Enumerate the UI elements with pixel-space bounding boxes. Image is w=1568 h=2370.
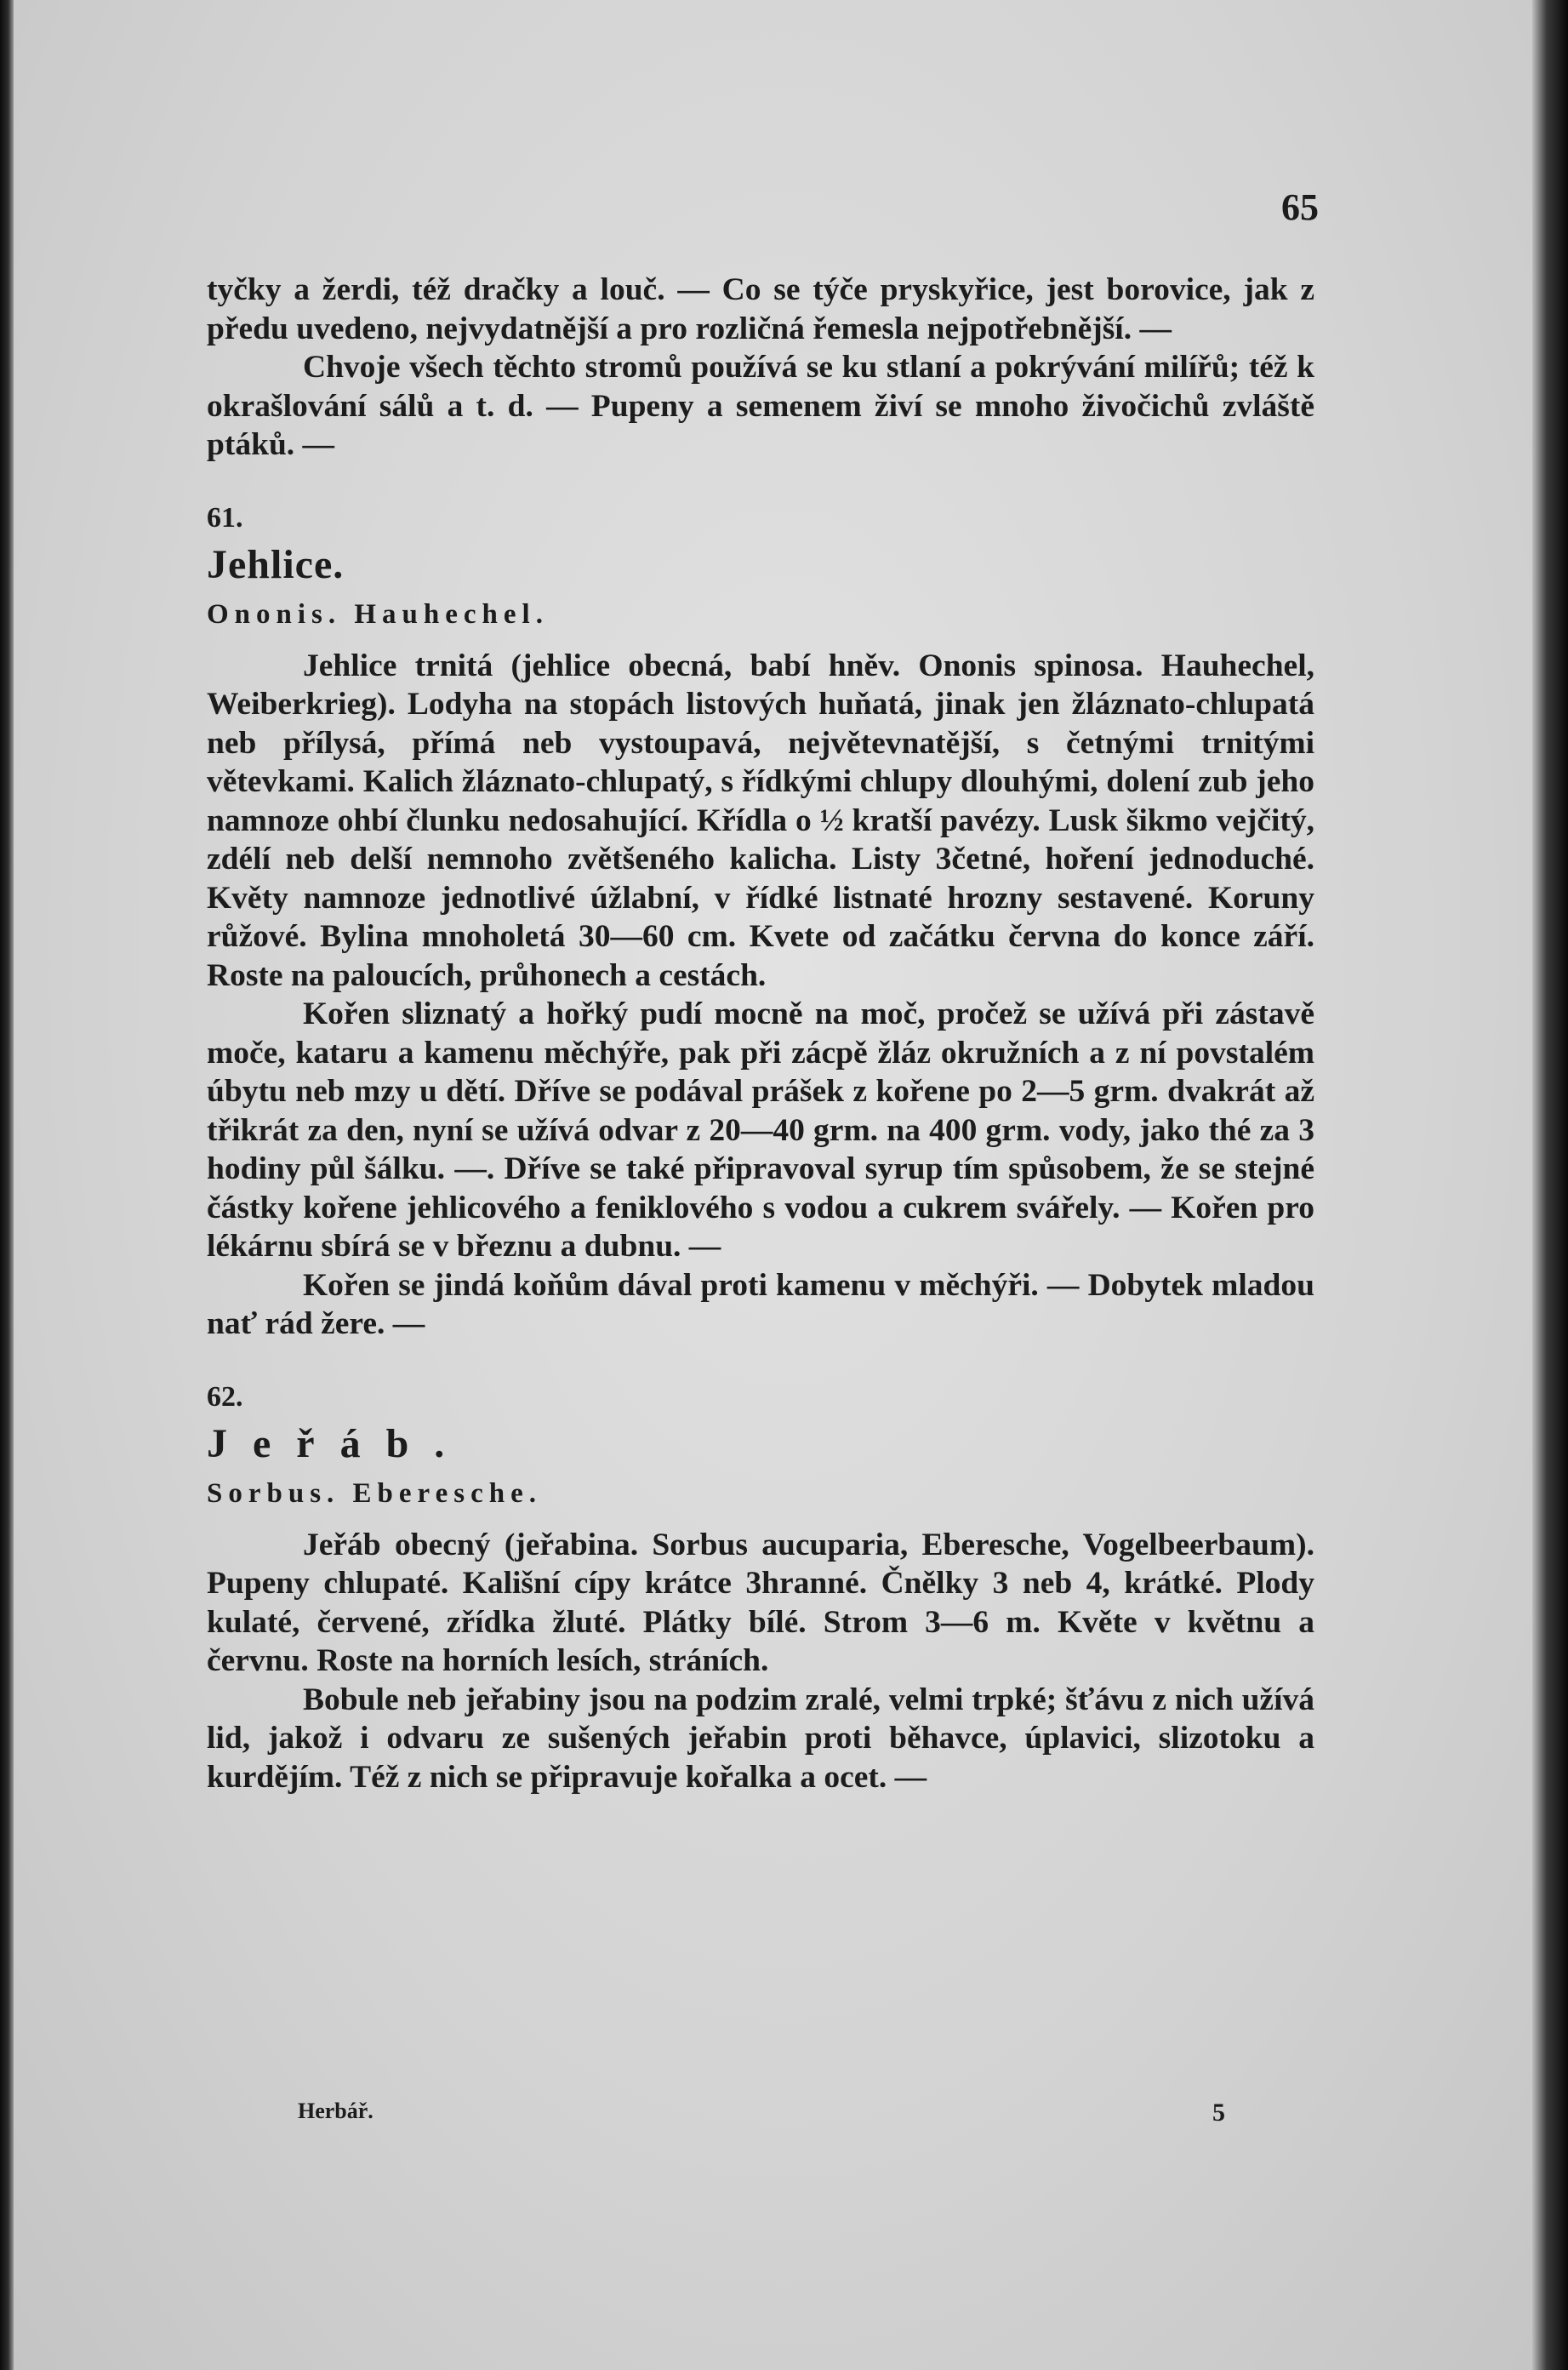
paragraph: Kořen se jindá koňům dával proti kamenu v měchýři. — Dobytek mladou nať rád žere. —: [207, 1267, 1314, 1341]
body-text: [207, 271, 1314, 1796]
footer-signature: Herbář.: [298, 2099, 373, 2123]
section-latin-name: Sorbus. Eberesche.: [207, 1477, 542, 1509]
scan-edge-left: [0, 0, 14, 2370]
section-title: Jeřáb.: [207, 1420, 470, 1466]
section-number: 61.: [207, 501, 243, 534]
section-heading-62: [207, 1378, 1314, 1516]
section-latin-name: Ononis. Hauhechel.: [207, 598, 549, 630]
paragraph: Bobule neb jeřabiny jsou na podzim zralé, velmi trpké; šťávu z nich užívá lid, jakož i odvaru ze sušených jeřabin proti běhavce, úplavici, slizotoku a kurdějím. Též z nich se připravuje kořalka a ocet. —: [207, 1682, 1314, 1795]
scan-edge-right: [1532, 0, 1568, 2370]
paragraph: tyčky a žerdi, též dračky a louč. — Co se týče pryskyřice, jest borovice, jak z předu uvedeno, nejvydatnější a pro rozličná řemesla nejpotřebnější. —: [207, 272, 1314, 346]
page-number: 65: [1281, 186, 1319, 228]
paragraph: Jeřáb obecný (jeřabina. Sorbus aucuparia, Eberesche, Vogelbeerbaum). Pupeny chlupaté. Kališní cípy krátce 3hranné. Čnělky 3 neb 4, krátké. Plody kulaté, červené, zřídka žluté. Plátky bílé. Strom 3—6 m. Květe v květnu a červnu. Roste na horních lesích, stráních.: [207, 1527, 1314, 1678]
footer-sheet-number: 5: [1212, 2099, 1225, 2127]
section-title: Jehlice.: [207, 541, 345, 587]
paragraph: Kořen sliznatý a hořký pudí mocně na moč, pročež se užívá při zástavě moče, kataru a kamenu měchýře, pak při zácpě žláz okružních a z ní povstalém úbytu neb mzy u dětí. Dříve se podával prášek z kořene po 2—5 grm. dvakrát až třikrát za den, nyní se užívá odvar z 20—40 grm. na 400 grm. vody, jako thé za 3 hodiny půl šálku. —. Dříve se také připravoval syrup tím spůsobem, že se stejné částky kořene jehlicového a feniklového s vodou a cukrem svářely. — Kořen pro lékárnu sbírá se v březnu a dubnu. —: [207, 997, 1314, 1264]
section-number: 62.: [207, 1380, 243, 1413]
paragraph: Chvoje všech těchto stromů používá se ku stlaní a pokrývání milířů; též k okrašlování sálů a t. d. — Pupeny a semenem živí se mnoho živočichů zvláště ptáků. —: [207, 350, 1314, 462]
section-heading-61: [207, 499, 1314, 637]
paragraph: Jehlice trnitá (jehlice obecná, babí hněv. Ononis spinosa. Hauhechel, Weiberkrieg). Lodyha na stopách listových huňatá, jinak jen žláznato-chlupatá neb přílysá, přímá neb vystoupavá, největevnatější, s četnými trnitými větevkami. Kalich žláznato-chlupatý, s řídkými chlupy dlouhými, dolení zub jeho namnoze ohbí člunku nedosahující. Křídla o ½ kratší pavézy. Lusk šikmo vejčitý, zdélí neb delší nemnoho zvětšeného kalicha. Listy 3četné, hoření jednoduché. Květy namnoze jednotlivé úžlabní, v řídké listnaté hrozny sestavené. Koruny růžové. Bylina mnoholetá 30—60 cm. Kvete od začátku června do konce září. Roste na paloucích, průhonech a cestách.: [207, 648, 1314, 993]
